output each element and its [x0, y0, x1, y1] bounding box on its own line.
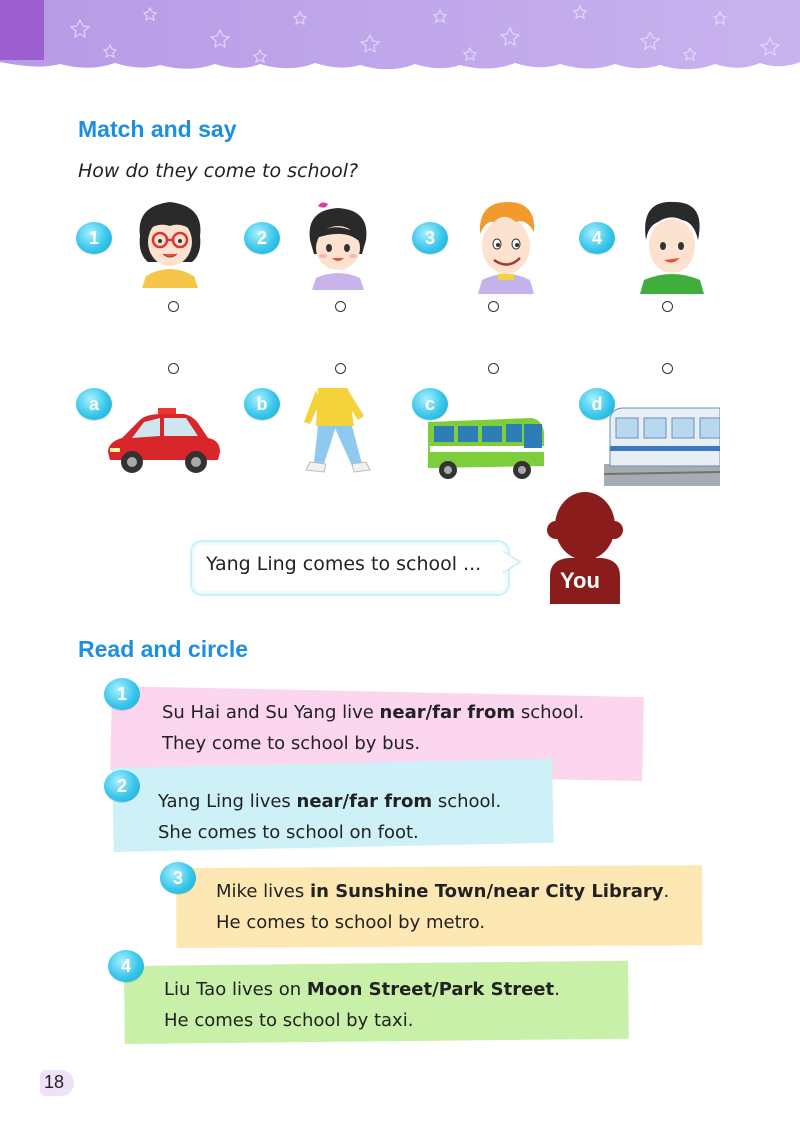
sentence-1-text-c: school.	[515, 702, 585, 723]
sentence-number-4: 4	[108, 950, 144, 982]
sentence-number-3: 3	[160, 862, 196, 894]
speech-text: Yang Ling comes to school ...	[206, 553, 482, 575]
sentence-1-text-a: Su Hai and Su Yang live	[162, 702, 380, 723]
sentence-3-text-a: Mike lives	[216, 881, 310, 902]
boy-blond-icon	[464, 194, 548, 294]
sentence-4-text-c: .	[554, 979, 560, 1000]
sentence-number-1: 1	[104, 678, 140, 710]
page-number: 18	[44, 1072, 65, 1092]
match-dot-transport-a[interactable]	[168, 363, 179, 374]
sentence-2-line-2: She comes to school on foot.	[158, 822, 419, 843]
letter-badge-b: b	[244, 388, 280, 420]
letter-badge-d: d	[579, 388, 615, 420]
girl-with-pigtail-icon	[296, 198, 380, 290]
sentence-3-line-2: He comes to school by metro.	[216, 912, 486, 933]
sentence-4-line-2: He comes to school by taxi.	[164, 1010, 414, 1031]
letter-badge-a: a	[76, 388, 112, 420]
letter-badge-c: c	[412, 388, 448, 420]
number-badge-4: 4	[579, 222, 615, 254]
match-dot-person-1[interactable]	[168, 301, 179, 312]
section-title-read: Read and circle	[78, 636, 249, 662]
sentence-1	[162, 697, 584, 759]
header-banner	[0, 0, 800, 80]
metro-icon	[604, 404, 720, 486]
sentence-1-line-2: They come to school by bus.	[162, 733, 421, 754]
choice-3[interactable]: in Sunshine Town/near City Library	[309, 881, 664, 902]
sentence-number-2: 2	[104, 770, 140, 802]
match-dot-person-4[interactable]	[662, 301, 673, 312]
taxi-icon	[102, 404, 226, 480]
match-dot-person-3[interactable]	[488, 301, 499, 312]
question-text: How do they come to school?	[78, 160, 359, 182]
choice-2[interactable]: near/far from	[296, 791, 433, 812]
girl-with-glasses-icon	[128, 196, 212, 288]
speech-bubble-tail	[500, 548, 524, 578]
bus-icon	[424, 410, 548, 482]
choice-1[interactable]: near/far from	[379, 702, 516, 723]
sentence-2	[158, 786, 501, 848]
match-dot-person-2[interactable]	[335, 301, 346, 312]
sentence-2-text-a: Yang Ling lives	[158, 791, 297, 812]
sentence-3	[216, 876, 669, 938]
boy-dark-hair-icon	[630, 194, 714, 294]
sentence-2-text-c: school.	[432, 791, 502, 812]
match-dot-transport-b[interactable]	[335, 363, 346, 374]
section-title-match: Match and say	[78, 116, 237, 142]
you-label: You	[560, 568, 600, 593]
choice-4[interactable]: Moon Street/Park Street	[306, 979, 555, 1000]
number-badge-3: 3	[412, 222, 448, 254]
sentence-3-text-c: .	[663, 881, 670, 902]
sentence-4	[164, 974, 560, 1036]
number-badge-2: 2	[244, 222, 280, 254]
walking-icon	[296, 386, 372, 482]
number-badge-1: 1	[76, 222, 112, 254]
sentence-4-text-a: Liu Tao lives on	[164, 979, 307, 1000]
match-dot-transport-c[interactable]	[488, 363, 499, 374]
match-dot-transport-d[interactable]	[662, 363, 673, 374]
